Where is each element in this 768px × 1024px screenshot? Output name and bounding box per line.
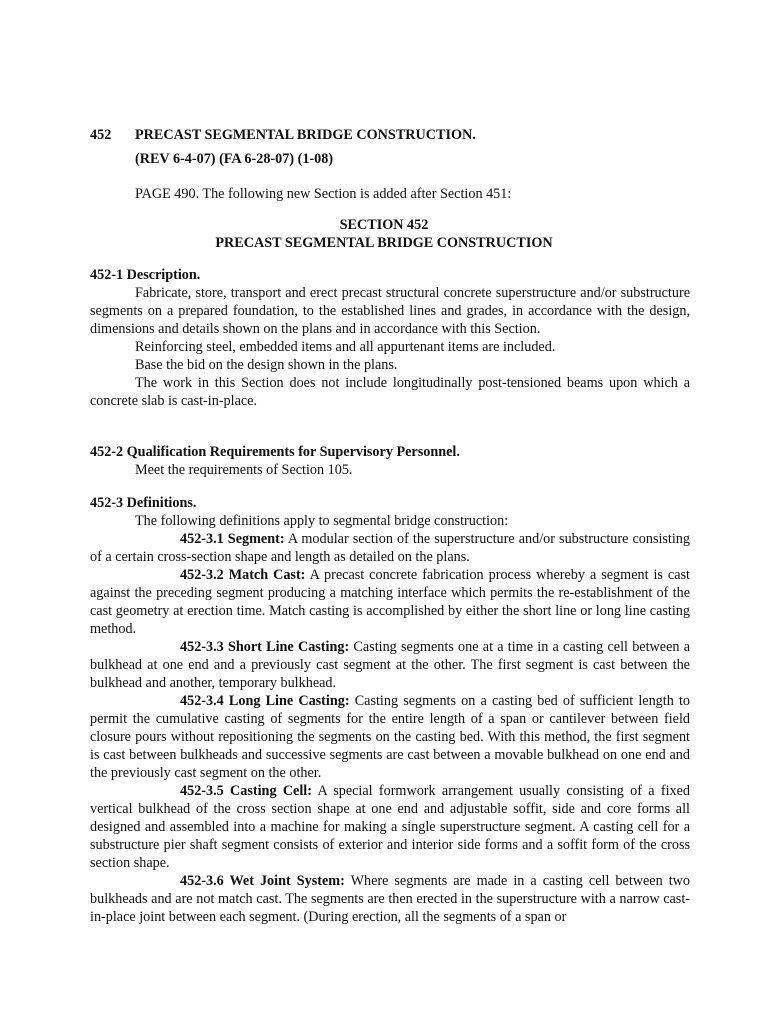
section-452-2 <box>90 443 690 479</box>
section-heading: 452-2 Qualification Requirements for Supervisory Personnel. <box>90 444 460 460</box>
paragraph: The following definitions apply to segmental bridge construction: <box>135 513 509 529</box>
section-header-line1: SECTION 452 <box>339 217 429 233</box>
revision-line <box>135 150 735 168</box>
section-heading: 452-3 Definitions. <box>90 495 197 511</box>
revision-text: (REV 6-4-07) (FA 6-28-07) (1-08) <box>135 151 334 167</box>
paragraph: Meet the requirements of Section 105. <box>135 462 353 478</box>
definition-term: 452-3.6 Wet Joint System: <box>180 873 345 889</box>
paragraph: Base the bid on the design shown in the plans. <box>135 357 398 373</box>
definition-term: 452-3.1 Segment: <box>180 531 285 547</box>
section-452-1 <box>90 266 690 410</box>
definition-452-3-1 <box>90 530 690 566</box>
definition-text: Casting segments on a casting bed of sufficient length to permit the cumulative casting of segments for the entire length of a span or cantilever between field closure pours without repositioning the segments on the casting bed. With this method, the first segment is cast between bulkheads and successive segments are cast between a movable bulkhead on one end and the previously cast segment on the other. <box>90 693 690 781</box>
definition-term: 452-3.3 Short Line Casting: <box>180 639 350 655</box>
section-number: 452 <box>90 127 112 143</box>
definition-text: A special formwork arrangement usually consisting of a fixed vertical bulkhead of the cross section shape at one end and adjustable soffit, side and core forms all designed and assembled into a machine for making a single superstructure segment. A casting cell for a substructure pier shaft segment consists of exterior and interior side forms and a soffit form of the cross section shape. <box>90 783 690 871</box>
definition-text: Where segments are made in a casting cell between two bulkheads and are not match cast. The segments are then erected in the superstructure with a narrow cast-in-place joint between each segment. (During erection, all the segments of a span or <box>90 873 690 925</box>
definition-term: 452-3.2 Match Cast: <box>180 567 306 583</box>
intro-line <box>135 185 695 203</box>
definition-text: Casting segments one at a time in a casting cell between a bulkhead at one end and a previously cast segment at the other. The first segment is cast between the bulkhead and another, temporary bulkhead. <box>90 639 691 691</box>
paragraph: Reinforcing steel, embedded items and all appurtenant items are included. <box>135 339 556 355</box>
definition-452-3-2 <box>90 566 690 638</box>
paragraph: The work in this Section does not include longitudinally post-tensioned beams upon which a concrete slab is cast-in-place. <box>90 375 690 409</box>
section-452-3 <box>90 494 690 926</box>
definition-452-3-5 <box>90 782 690 872</box>
definition-452-3-4 <box>90 692 690 782</box>
section-header-line2: PRECAST SEGMENTAL BRIDGE CONSTRUCTION <box>215 235 553 251</box>
definition-452-3-3 <box>90 638 690 692</box>
intro-text: PAGE 490. The following new Section is added after Section 451: <box>135 186 512 202</box>
definition-452-3-6 <box>90 872 690 926</box>
definition-term: 452-3.5 Casting Cell: <box>180 783 312 799</box>
paragraph: Fabricate, store, transport and erect precast structural concrete superstructure and/or substructure segments on a prepared foundation, to the established lines and grades, in accordance with the design, dimensions and details shown on the plans and in accordance with this Section. <box>90 285 690 337</box>
definition-text: A modular section of the superstructure and/or substructure consisting of a certain cross-section shape and length as detailed on the plans. <box>90 531 690 565</box>
document-title: PRECAST SEGMENTAL BRIDGE CONSTRUCTION. <box>135 127 476 143</box>
section-heading: 452-1 Description. <box>90 267 201 283</box>
section-header <box>84 216 684 252</box>
definition-term: 452-3.4 Long Line Casting: <box>180 693 350 709</box>
definition-text: A precast concrete fabrication process whereby a segment is cast against the preceding segment producing a matching interface which permits the re-establishment of the cast geometry at erection time. Match casting is accomplished by either the short line or long line casting method. <box>90 567 690 637</box>
